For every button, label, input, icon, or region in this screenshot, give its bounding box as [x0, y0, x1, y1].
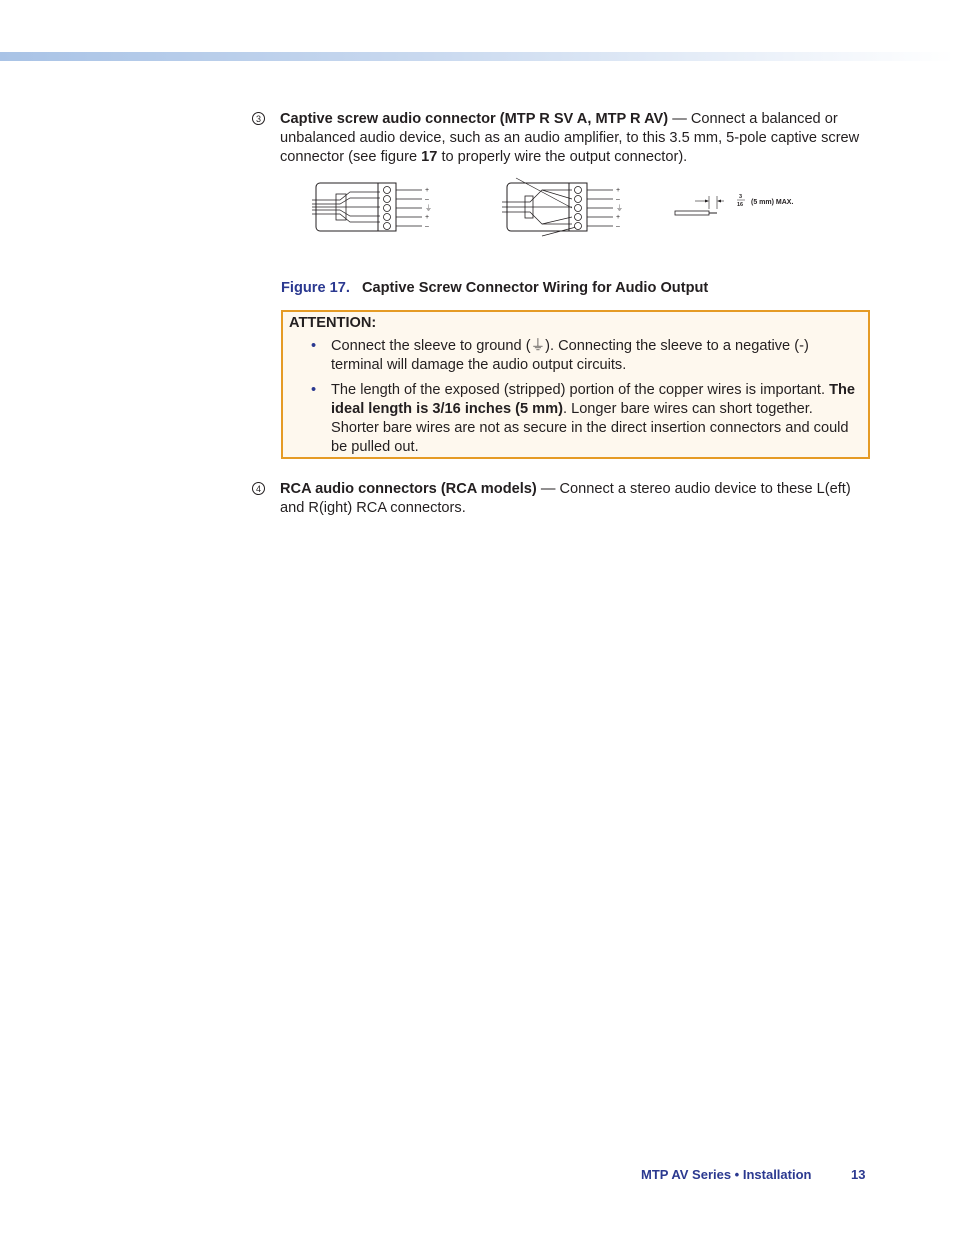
item-3-text: [280, 110, 862, 167]
balanced-connector-drawing: [312, 183, 432, 231]
terminal-mark: ⏚: [425, 205, 432, 212]
terminal-mark: –: [425, 196, 429, 203]
unbalanced-connector-drawing: [502, 178, 623, 236]
item-3-desc-a: — Connect a balanced or unbalanced audio device, such as an audio amplifier, to this 3.5 mm, 5-pole captive screw connector (see figure: [280, 111, 860, 165]
fraction-numerator: 3: [739, 194, 743, 200]
header-gradient-bar: [0, 52, 954, 61]
item-number-4: 4: [252, 482, 265, 495]
terminal-mark: –: [616, 223, 620, 230]
item-3-desc-b: to properly wire the output connector).: [437, 149, 688, 165]
bullet-marker: •: [311, 382, 317, 398]
terminal-mark: –: [425, 223, 429, 230]
figure-label: Figure 17.: [281, 280, 350, 296]
terminal-mark: +: [616, 187, 621, 194]
wiring-diagram: [280, 174, 870, 244]
footer-series: MTP AV Series • Installation: [641, 1167, 812, 1182]
figure-caption: [281, 279, 708, 298]
item-number-3: 3: [252, 112, 265, 125]
item-3-title: Captive screw audio connector (MTP R SV A, MTP R AV): [280, 111, 669, 127]
attention-bullet-1: [283, 337, 868, 375]
attention-bullet-1-text: Connect the sleeve to ground (⏚). Connecting the sleeve to a negative (-) terminal will damage the audio output circuits.: [331, 338, 809, 373]
attention-bullet-2-bold: The ideal length is 3/16 inches (5 mm): [331, 382, 856, 417]
terminal-mark: –: [616, 196, 620, 203]
terminal-mark: +: [616, 214, 621, 221]
attention-list: [283, 337, 868, 463]
attention-box: [281, 310, 870, 459]
item-4-desc: — Connect a stereo audio device to these L(eft) and R(ight) RCA connectors.: [280, 481, 851, 516]
attention-bullet-2: [283, 381, 868, 457]
terminal-mark: +: [425, 214, 430, 221]
dimension-label: (5 mm) MAX.: [751, 199, 794, 206]
attention-bullet-2-text-b: . Longer bare wires can short together. Shorter bare wires are not as secure in the direct insertion connectors and could be pulled out.: [331, 401, 849, 455]
terminal-mark: +: [425, 187, 430, 194]
figure-caption-text: Captive Screw Connector Wiring for Audio Output: [361, 280, 709, 296]
attention-bullet-2-text-a: The length of the exposed (stripped) portion of the copper wires is important.: [331, 382, 830, 398]
page-number: 13: [851, 1167, 866, 1182]
attention-title: ATTENTION:: [289, 315, 377, 331]
bullet-marker: •: [311, 338, 317, 354]
item-4-title: RCA audio connectors (RCA models): [280, 481, 537, 497]
terminal-mark: ⏚: [616, 205, 623, 212]
item-4-text: [280, 480, 862, 518]
stripped-wire-drawing: [675, 194, 793, 215]
item-3-figure-ref: 17: [421, 149, 438, 165]
fraction-denominator: 16: [737, 202, 744, 208]
